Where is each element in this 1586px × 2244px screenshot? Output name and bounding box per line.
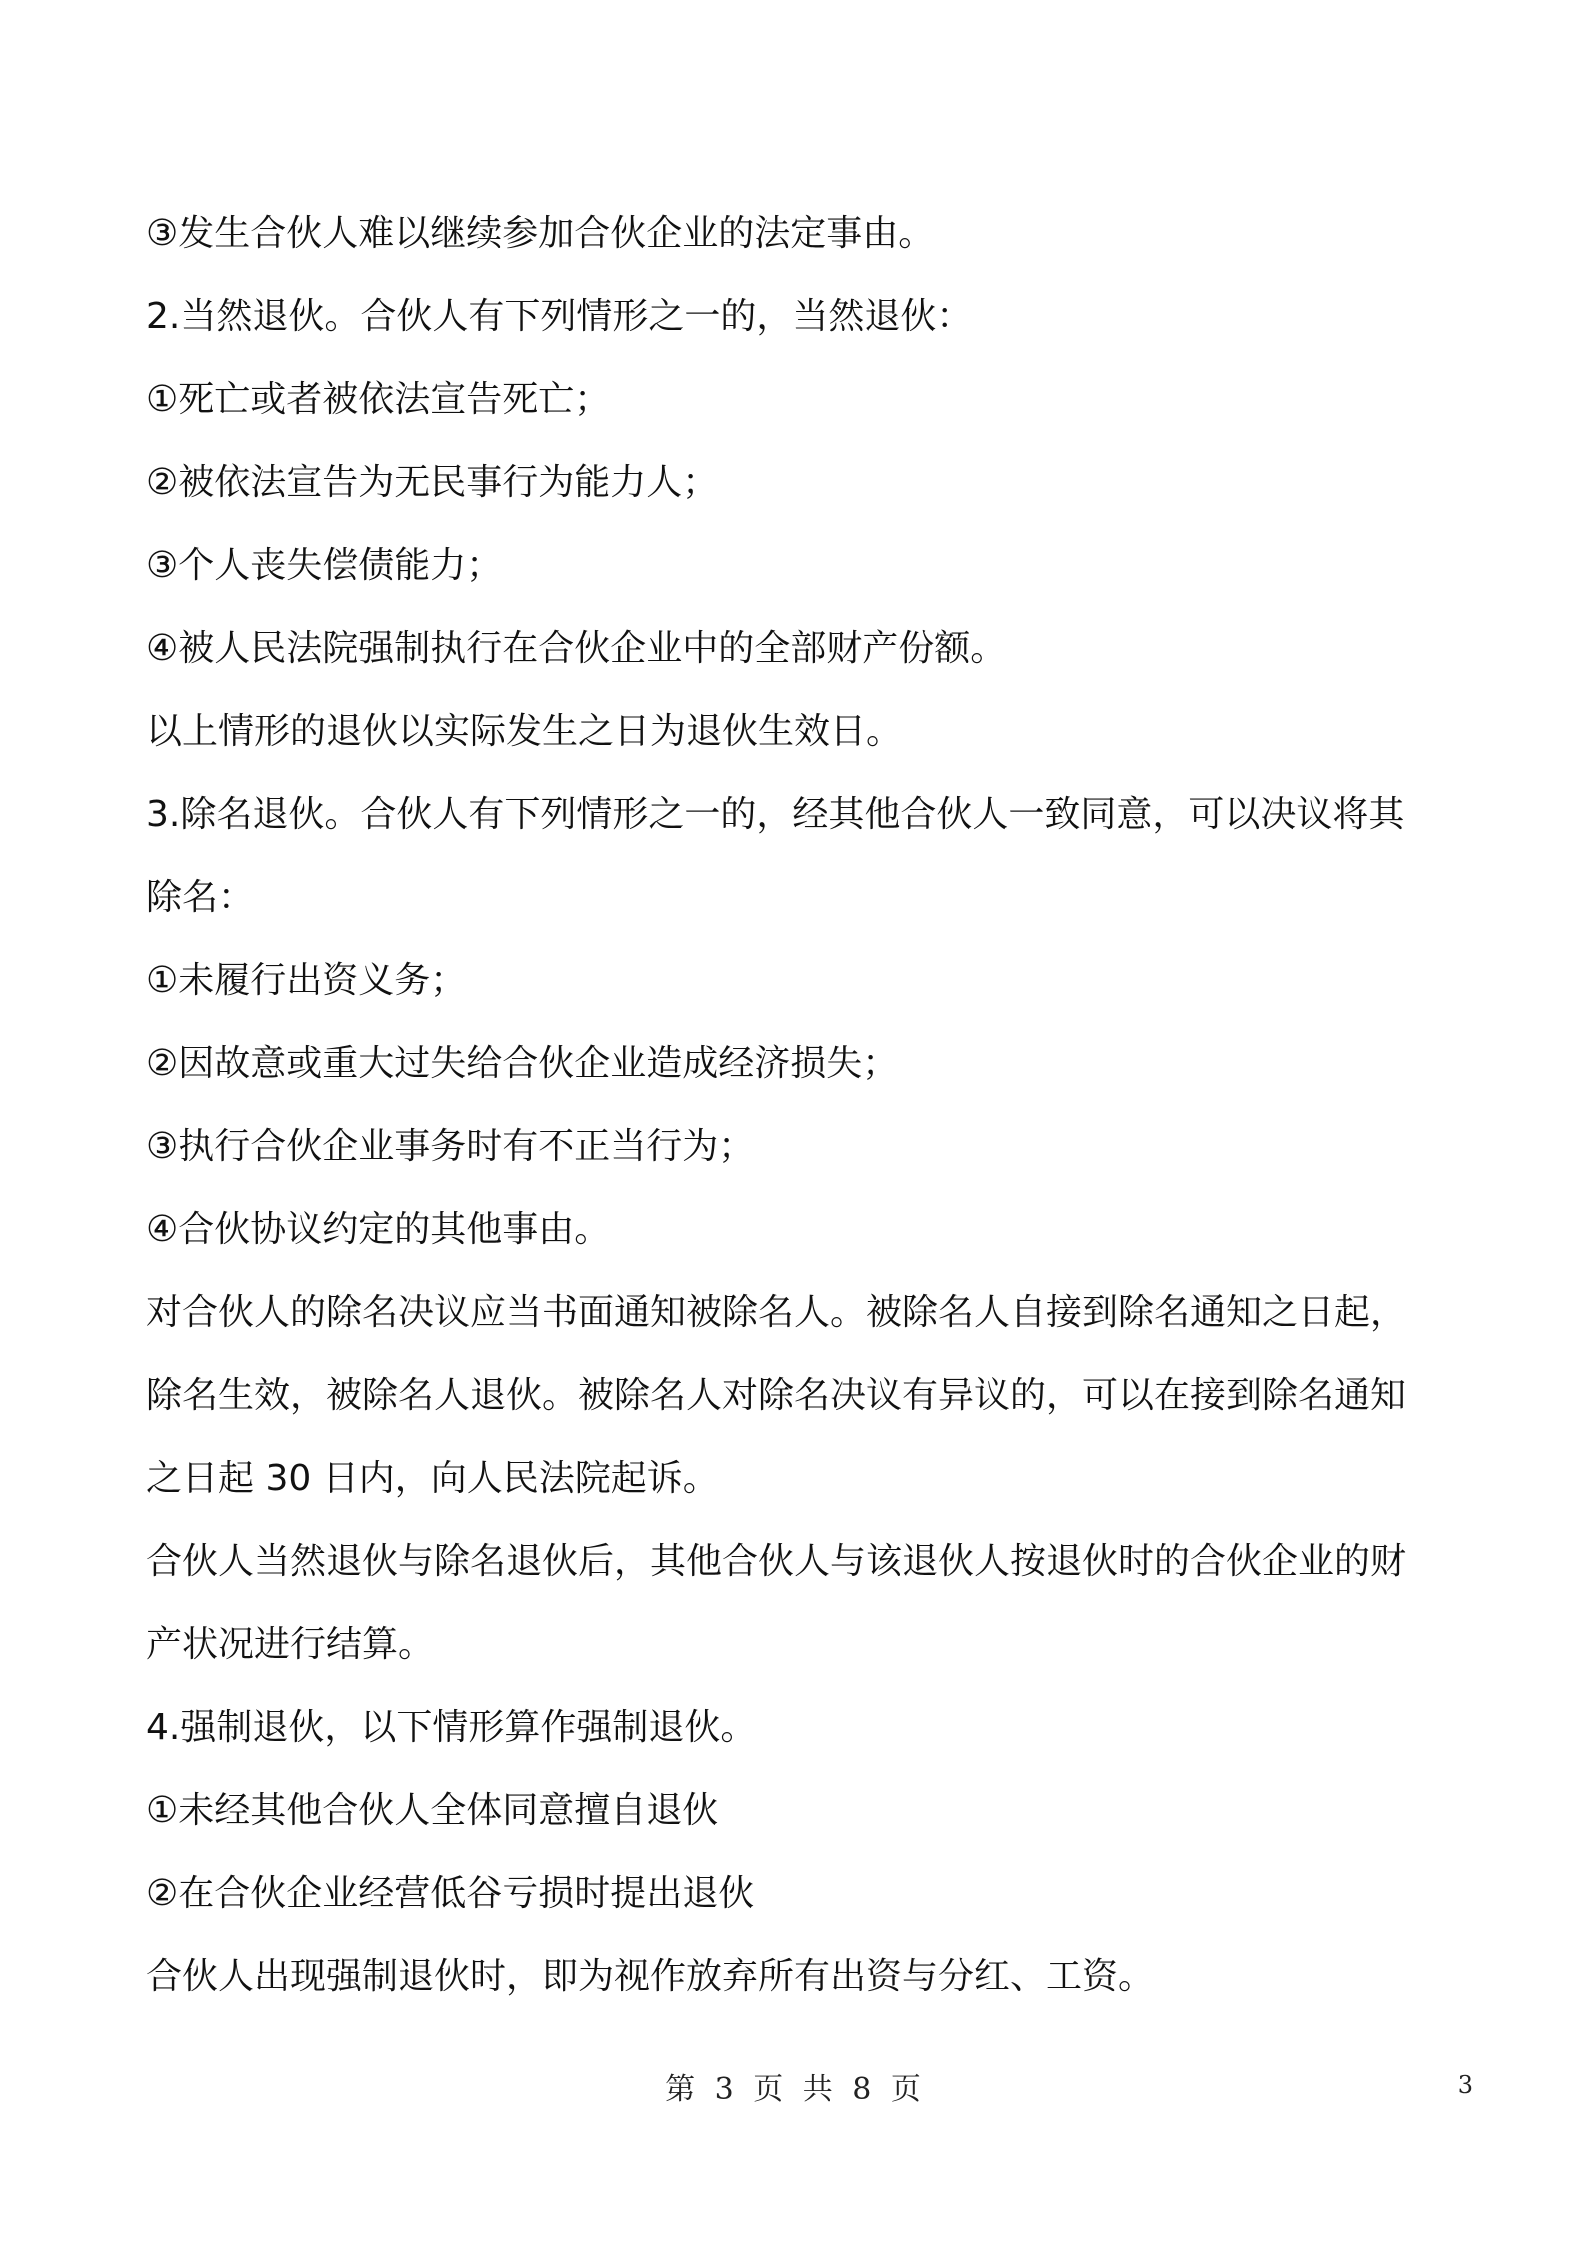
text-line: ③发生合伙人难以继续参加合伙企业的法定事由。 <box>146 213 935 254</box>
page-number: 3 <box>1457 2071 1473 2099</box>
text-line: ②因故意或重大过失给合伙企业造成经济损失； <box>146 1043 899 1084</box>
page-count-label: 第 3 页 共 8 页 <box>665 2072 921 2107</box>
text-line: 对合伙人的除名决议应当书面通知被除名人。被除名人自接到除名通知之日起， <box>146 1292 1407 1333</box>
text-line: 除名： <box>146 877 255 918</box>
text-line: 之日起 30 日内，向人民法院起诉。 <box>146 1458 719 1499</box>
text-line: 除名生效，被除名人退伙。被除名人对除名决议有异议的，可以在接到除名通知 <box>146 1375 1407 1416</box>
text-line: 产状况进行结算。 <box>146 1624 435 1665</box>
text-line: 4.强制退伙，以下情形算作强制退伙。 <box>146 1707 757 1748</box>
text-line: ③执行合伙企业事务时有不正当行为； <box>146 1126 755 1167</box>
text-line: ①未履行出资义务； <box>146 960 467 1001</box>
text-line: ④合伙协议约定的其他事由。 <box>146 1209 611 1250</box>
text-line: 以上情形的退伙以实际发生之日为退伙生效日。 <box>146 711 903 752</box>
text-line: ①死亡或者被依法宣告死亡； <box>146 379 611 420</box>
text-line: 合伙人当然退伙与除名退伙后，其他合伙人与该退伙人按退伙时的合伙企业的财 <box>146 1541 1407 1582</box>
text-line: ③个人丧失偿债能力； <box>146 545 503 586</box>
text-line: ④被人民法院强制执行在合伙企业中的全部财产份额。 <box>146 628 1007 669</box>
text-line: ②在合伙企业经营低谷亏损时提出退伙 <box>146 1873 755 1914</box>
text-line: 3.除名退伙。合伙人有下列情形之一的，经其他合伙人一致同意，可以决议将其 <box>146 794 1405 835</box>
text-line: 2.当然退伙。合伙人有下列情形之一的，当然退伙： <box>146 296 973 337</box>
text-line: 合伙人出现强制退伙时，即为视作放弃所有出资与分红、工资。 <box>146 1956 1155 1997</box>
text-line: ②被依法宣告为无民事行为能力人； <box>146 462 719 503</box>
text-line: ①未经其他合伙人全体同意擅自退伙 <box>146 1790 719 1831</box>
page-footer <box>0 2065 1586 2115</box>
document-body <box>146 192 1476 2018</box>
